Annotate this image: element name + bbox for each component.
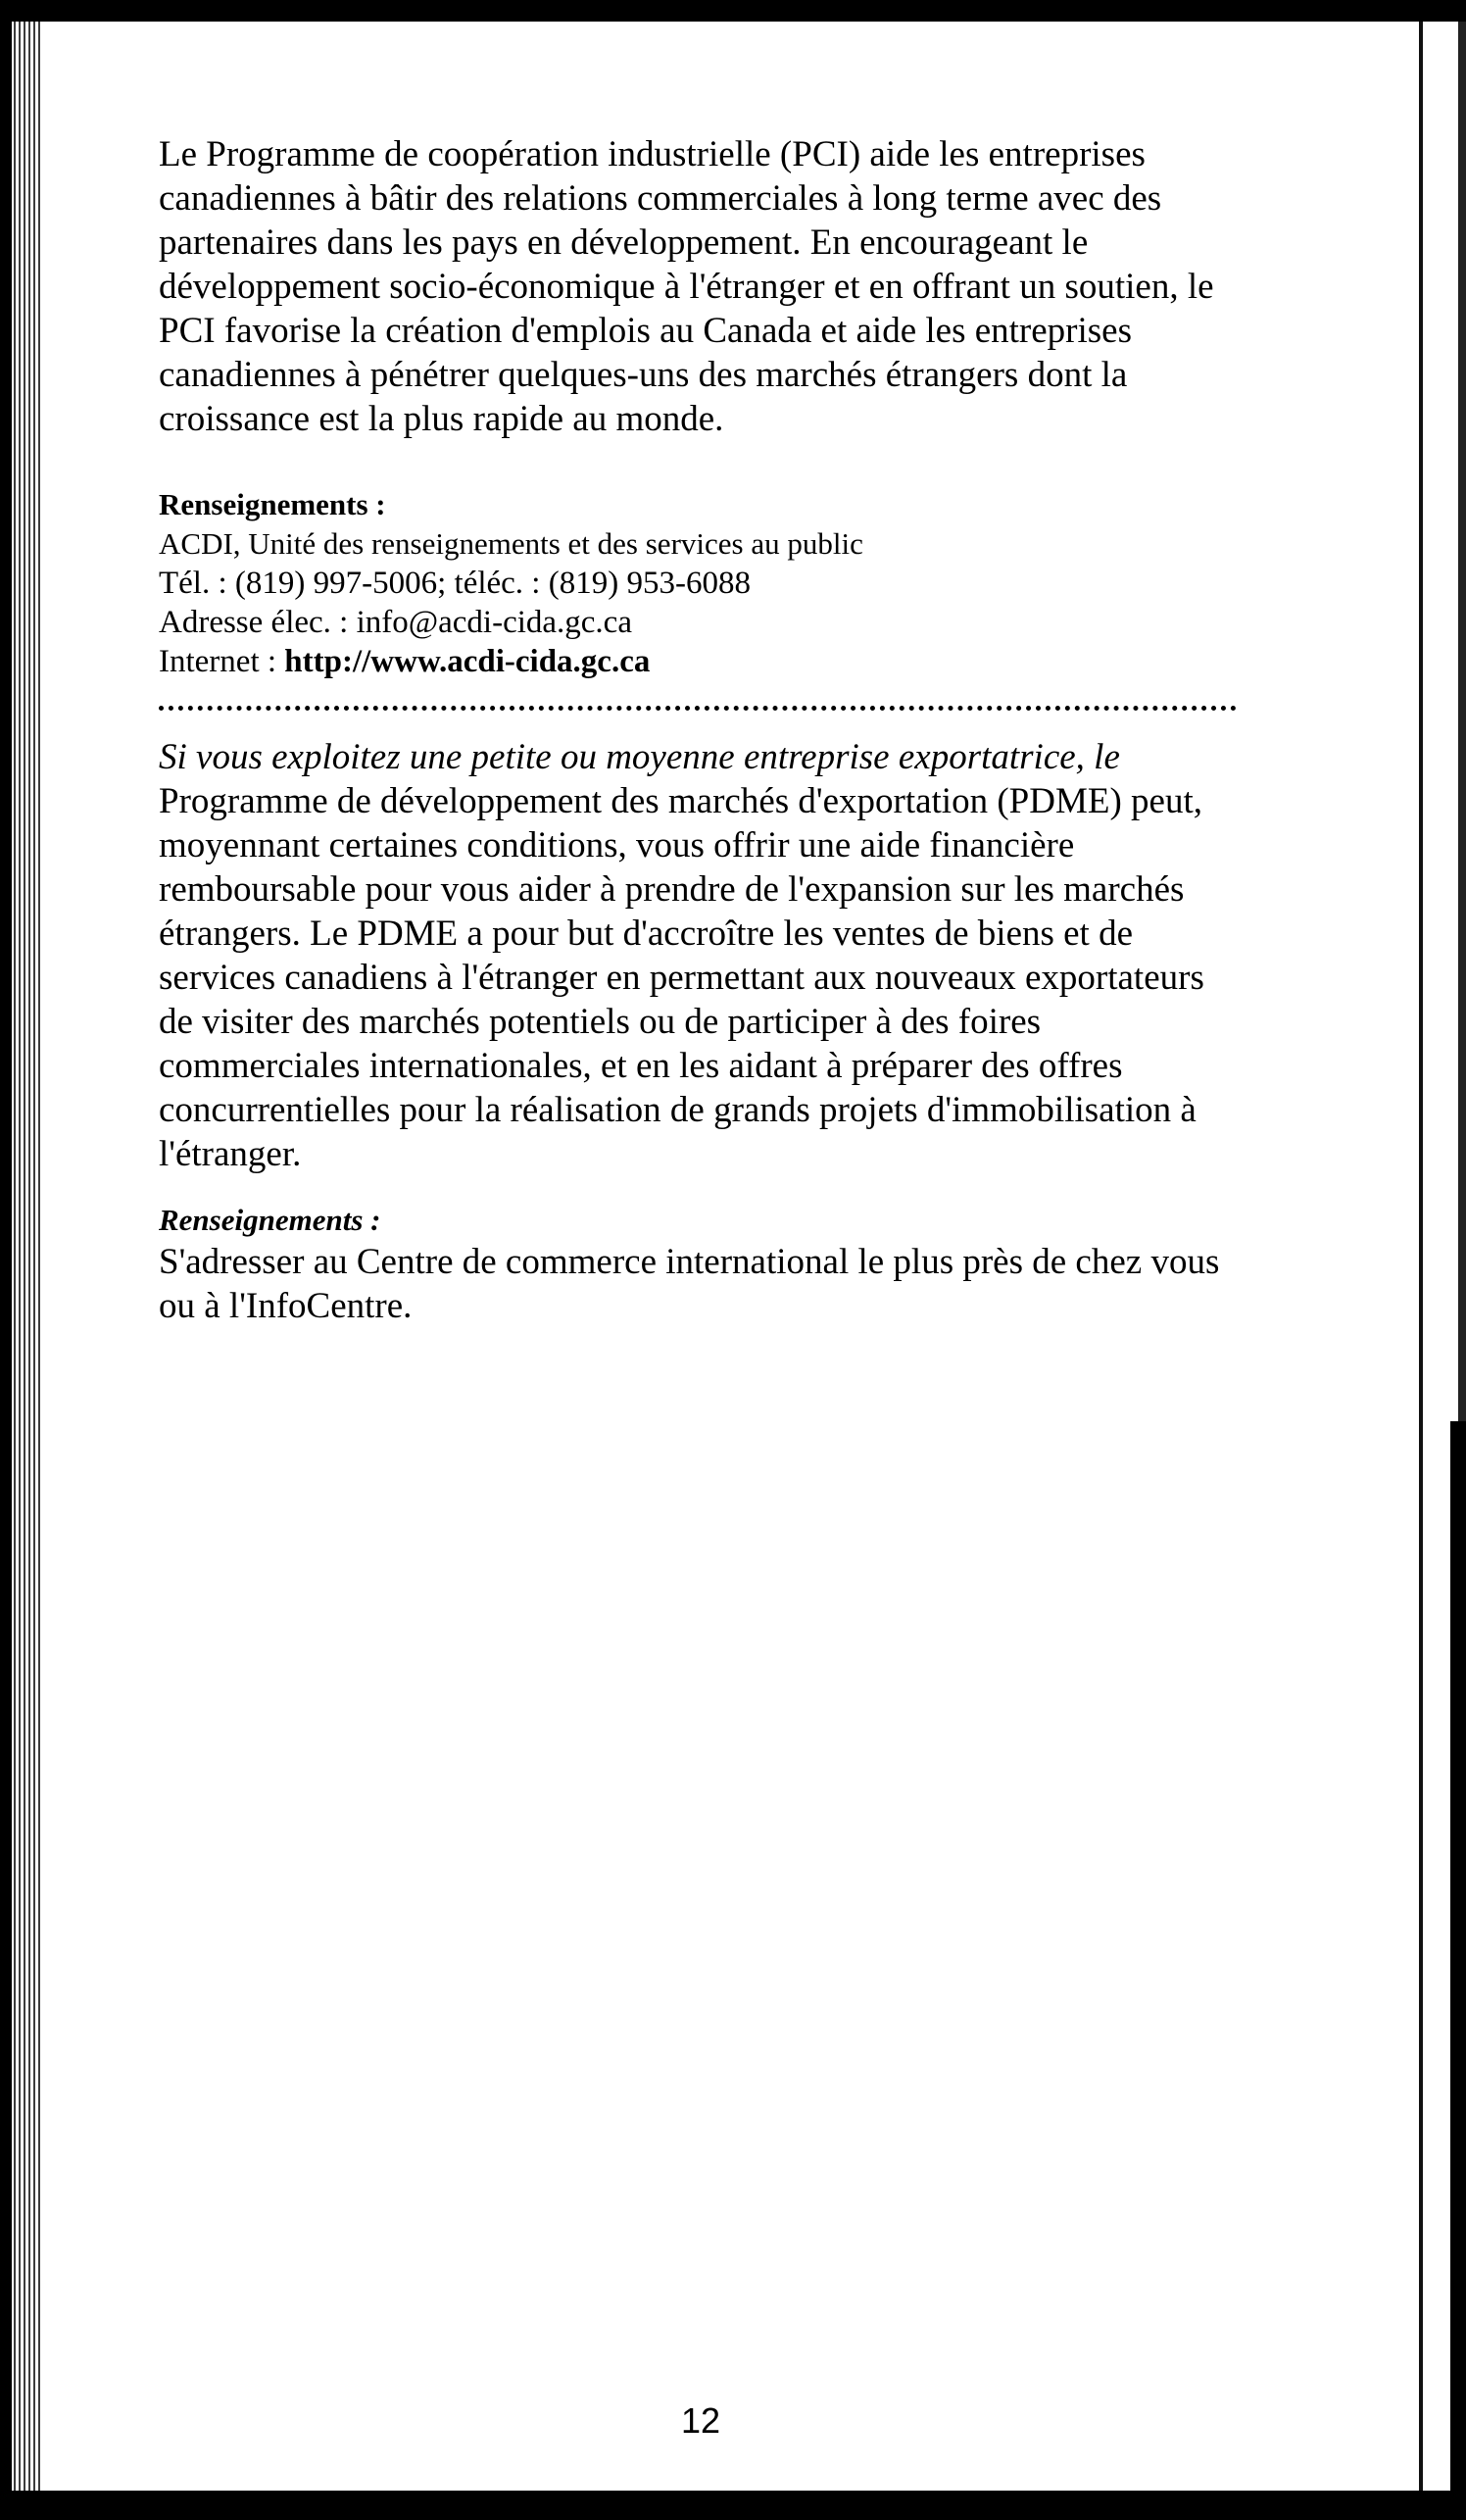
pdme-info-label: Renseignements : [159,1203,381,1237]
pci-info-internet [159,642,1256,681]
page-number: 12 [680,2400,721,2441]
pdme-contact-info [159,1201,1256,1328]
scan-left-border [0,22,12,2491]
pci-line: canadiennes à pénétrer quelques-uns des marchés étrangers dont la [159,355,1128,395]
pci-paragraph [159,132,1256,441]
pci-internet-url: http://www.acdi-cida.gc.ca [284,644,651,679]
pdme-line: moyennant certaines conditions, vous offrir une aide financière [159,825,1075,865]
pdme-line: étrangers. Le PDME a pour but d'accroître les ventes de biens et de [159,914,1134,954]
pci-info-label: Renseignements : [159,487,386,521]
scan-binding-lines [14,22,43,2491]
pdme-line: de visiter des marchés potentiels ou de participer à des foires [159,1002,1042,1042]
pci-info-org: ACDI, Unité des renseignements et des services au public [159,526,863,561]
dotted-divider [159,706,1237,711]
pdme-line: l'étranger. [159,1134,302,1174]
pdme-line: Programme de développement des marchés d'exportation (PDME) peut, [159,781,1202,821]
scan-right-shadow-top [1458,22,1466,1421]
pci-line: partenaires dans les pays en développement. En encourageant le [159,222,1089,263]
pci-line: croissance est la plus rapide au monde. [159,399,724,439]
scan-right-shadow [1450,1421,1466,2491]
pdme-line: services canadiens à l'étranger en permettant aux nouveaux exportateurs [159,958,1204,998]
scan-right-line [1419,22,1423,2491]
pdme-info-line: S'adresser au Centre de commerce international le plus près de chez vous [159,1242,1220,1282]
scan-top-border [0,0,1466,22]
pdme-line: remboursable pour vous aider à prendre de l'expansion sur les marchés [159,869,1185,910]
pci-line: canadiennes à bâtir des relations commerciales à long terme avec des [159,178,1162,219]
pdme-paragraph [159,735,1256,1176]
pci-contact-info [159,485,1256,681]
pci-internet-label: Internet : [159,644,285,679]
pdme-line: commerciales internationales, et en les aidant à préparer des offres [159,1046,1123,1086]
pci-line: développement socio-économique à l'étranger et en offrant un soutien, le [159,267,1214,307]
pci-line: Le Programme de coopération industrielle (PCI) aide les entreprises [159,134,1146,174]
pci-info-phone: Tél. : (819) 997-5006; téléc. : (819) 953-6088 [159,566,751,601]
pdme-line: concurrentielles pour la réalisation de grands projets d'immobilisation à [159,1090,1197,1130]
pci-info-email: Adresse élec. : info@acdi-cida.gc.ca [159,605,632,640]
pdme-line: Si vous exploitez une petite ou moyenne entreprise exportatrice, le [159,737,1120,777]
scan-bottom-border [0,2491,1466,2520]
pdme-info-line: ou à l'InfoCentre. [159,1286,413,1326]
pci-line: PCI favorise la création d'emplois au Canada et aide les entreprises [159,311,1132,351]
